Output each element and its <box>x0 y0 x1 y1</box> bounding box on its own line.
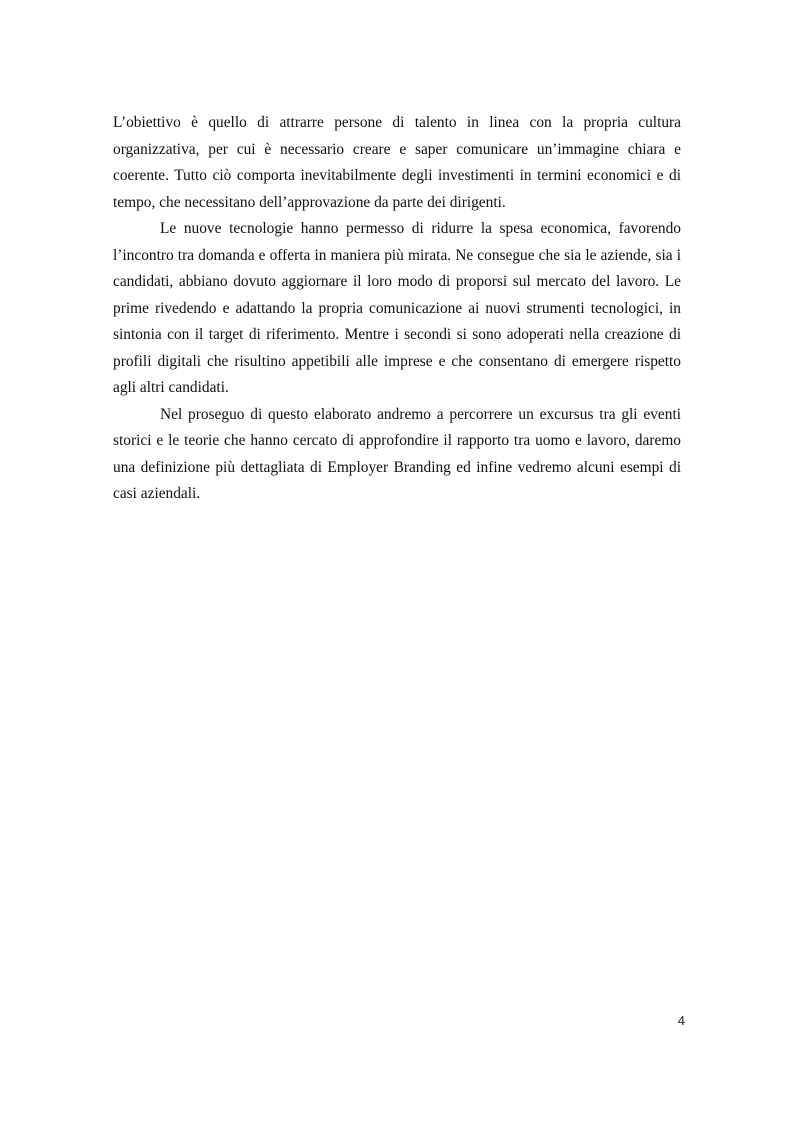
page-number: 4 <box>677 1013 685 1028</box>
paragraph-2: Le nuove tecnologie hanno permesso di ridurre la spesa economica, favorendo l’incontro tra domanda e offerta in maniera più mirata. Ne consegue che sia le aziende, sia i candidati, abbiano dovuto aggiornare il loro modo di proporsi sul mercato del lavoro. Le prime rivedendo e adattando la propria comunicazione ai nuovi strumenti tecnologici, in sintonia con il target di riferimento. Mentre i secondi si sono adoperati nella creazione di profili digitali che risultino appetibili alle imprese e che consentano di emergere rispetto agli altri candidati. <box>113 220 681 396</box>
paragraph-1: L’obiettivo è quello di attrarre persone di talento in linea con la propria cultura organizzativa, per cui è necessario creare e saper comunicare un’immagine chiara e coerente. Tutto ciò comporta inevitabilmente degli investimenti in termini economici e di tempo, che necessitano dell’approvazione da parte dei dirigenti. <box>113 114 681 211</box>
body-text <box>113 110 681 508</box>
paragraph-3: Nel proseguo di questo elaborato andremo a percorrere un excursus tra gli eventi storici e le teorie che hanno cercato di approfondire il rapporto tra uomo e lavoro, daremo una definizione più dettagliata di Employer Branding ed infine vedremo alcuni esempi di casi aziendali. <box>113 405 681 502</box>
